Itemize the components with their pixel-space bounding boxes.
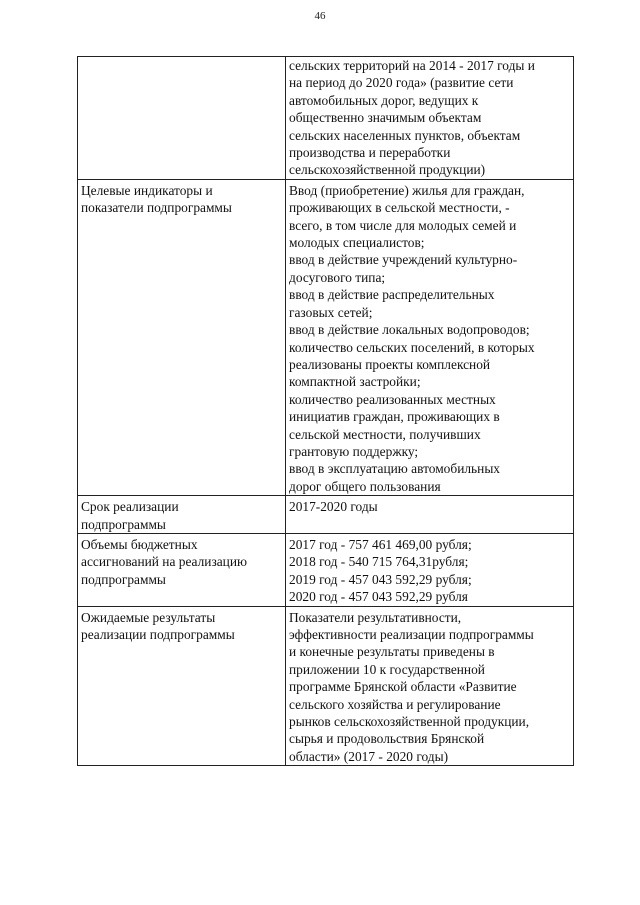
content-line: приложении 10 к государственной <box>289 661 485 677</box>
table-row <box>78 496 574 534</box>
label-line: показатели подпрограммы <box>81 200 232 216</box>
content-line: ввод в эксплуатацию автомобильных <box>289 461 501 477</box>
table-body <box>78 57 574 766</box>
content-line: компактной застройки; <box>289 374 421 390</box>
content-line: и конечные результаты приведены в <box>289 644 495 660</box>
content-line: грантовую поддержку; <box>289 443 419 459</box>
content-line: автомобильных дорог, ведущих к <box>289 92 479 108</box>
label-line: Целевые индикаторы и <box>81 182 213 198</box>
content-line: сырья и продовольствия Брянской <box>289 731 485 747</box>
row-label-cell <box>78 606 286 766</box>
table-row <box>78 606 574 766</box>
content-line: реализованы проекты комплексной <box>289 356 491 372</box>
content-line: производства и переработки <box>289 145 451 161</box>
table-row <box>78 533 574 606</box>
content-line: области» (2017 - 2020 годы) <box>289 748 449 764</box>
row-label-cell <box>78 179 286 495</box>
row-content-cell <box>286 57 574 180</box>
content-line: досугового типа; <box>289 269 386 285</box>
table-row <box>78 179 574 495</box>
content-line: ввод в действие распределительных <box>289 287 495 303</box>
label-line: Объемы бюджетных <box>81 536 198 552</box>
content-line: ввод в действие учреждений культурно- <box>289 252 518 268</box>
subprogram-passport-table <box>77 56 574 766</box>
content-line: сельских населенных пунктов, объектам <box>289 127 521 143</box>
content-line: сельской местности, получивших <box>289 426 481 442</box>
row-content-cell <box>286 606 574 766</box>
content-line: 2017-2020 годы <box>289 499 378 515</box>
content-line: 2020 год - 457 043 592,29 рубля <box>289 589 468 605</box>
row-content-cell <box>286 496 574 534</box>
content-line: количество реализованных местных <box>289 391 496 407</box>
content-line: проживающих в сельской местности, - <box>289 200 510 216</box>
page-number: 46 <box>314 10 326 22</box>
content-line: сельского хозяйства и регулирование <box>289 696 501 712</box>
label-line: Ожидаемые результаты <box>81 609 216 625</box>
row-label-cell <box>78 533 286 606</box>
row-content-cell <box>286 179 574 495</box>
label-line: подпрограммы <box>81 516 166 532</box>
label-line: Срок реализации <box>81 499 179 515</box>
content-line: количество сельских поселений, в которых <box>289 339 535 355</box>
content-line: ввод в действие локальных водопроводов; <box>289 322 530 338</box>
label-line: подпрограммы <box>81 571 166 587</box>
label-line: реализации подпрограммы <box>81 627 235 642</box>
content-line: молодых специалистов; <box>289 235 425 251</box>
content-line: Ввод (приобретение) жилья для граждан, <box>289 182 525 198</box>
content-line: сельскохозяйственной продукции) <box>289 162 486 178</box>
content-line: 2019 год - 457 043 592,29 рубля; <box>289 571 472 587</box>
content-line: сельских территорий на 2014 - 2017 годы и <box>289 58 535 73</box>
content-line: 2018 год - 540 715 764,31рубля; <box>289 554 469 570</box>
content-line: рынков сельскохозяйственной продукции, <box>289 714 530 730</box>
content-line: всего, в том числе для молодых семей и <box>289 217 517 233</box>
row-label-cell <box>78 57 286 180</box>
content-line: общественно значимым объектам <box>289 110 482 126</box>
row-label-cell <box>78 496 286 534</box>
content-line: 2017 год - 757 461 469,00 рубля; <box>289 536 472 552</box>
content-line: эффективности реализации подпрограммы <box>289 627 534 642</box>
content-line: газовых сетей; <box>289 304 373 320</box>
table-row <box>78 57 574 180</box>
content-line: инициатив граждан, проживающих в <box>289 409 500 425</box>
content-line: дорог общего пользования <box>289 478 441 494</box>
row-content-cell <box>286 533 574 606</box>
content-line: программе Брянской области «Развитие <box>289 679 517 695</box>
label-line: ассигнований на реализацию <box>81 554 248 570</box>
content-line: на период до 2020 года» (развитие сети <box>289 75 514 91</box>
content-line: Показатели результативности, <box>289 609 462 625</box>
